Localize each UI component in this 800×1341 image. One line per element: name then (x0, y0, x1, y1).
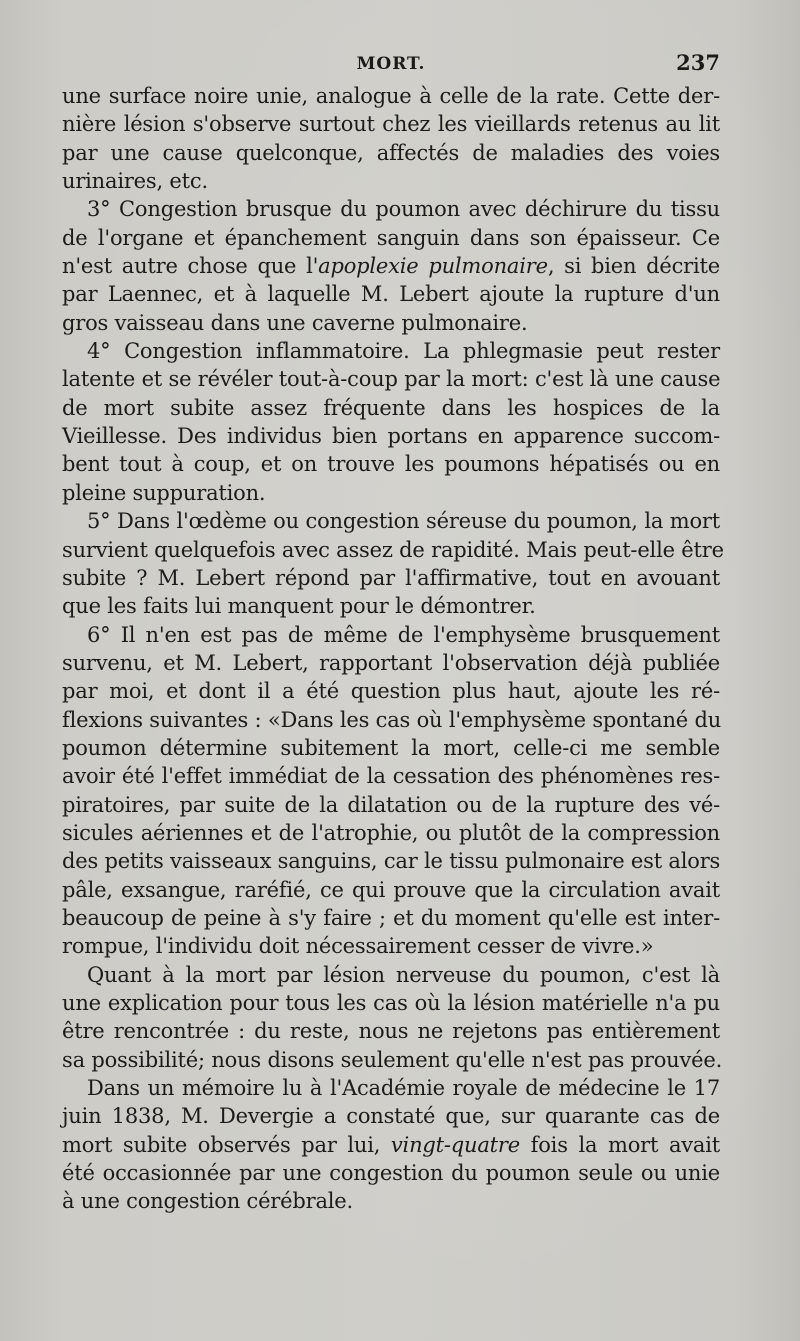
text-line: Dans un mémoire lu à l'Académie royale de médecine le 17 (87, 1076, 720, 1101)
text-line: subite ? M. Lebert répond par l'affirmative, tout en avouant (62, 565, 720, 590)
text-line: Quant à la mort par lésion nerveuse du poumon, c'est là (87, 962, 720, 987)
text-line: mort subite observés par lui, vingt-quatre fois la mort avait (62, 1132, 720, 1157)
text-line: n'est autre chose que l'apoplexie pulmonaire, si bien décrite (62, 254, 720, 279)
emphasized-term: apoplexie pulmonaire (318, 254, 548, 279)
text-line: des petits vaisseaux sanguins, car le tissu pulmonaire est alors (62, 849, 721, 874)
text-line: par moi, et dont il a été question plus haut, ajoute les ré- (62, 679, 720, 704)
page-header (62, 50, 720, 78)
text-line: latente et se révéler tout-à-coup par la mort: c'est là une cause (62, 367, 721, 392)
text-line: 6° Il n'en est pas de même de l'emphysème brusquement (87, 622, 720, 647)
text-line: gros vaisseau dans une caverne pulmonaire. (62, 310, 528, 335)
text-line: par Laennec, et à laquelle M. Lebert ajoute la rupture d'un (62, 282, 720, 307)
text-line: urinaires, etc. (62, 169, 208, 194)
text-line: bent tout à coup, et on trouve les poumons hépatisés ou en (62, 452, 720, 477)
text-line: beaucoup de peine à s'y faire ; et du moment qu'elle est inter- (62, 905, 720, 930)
text-line: 3° Congestion brusque du poumon avec déchirure du tissu (87, 197, 720, 222)
text-line: pleine suppuration. (62, 480, 266, 505)
text-line: une surface noire unie, analogue à celle de la rate. Cette der- (62, 84, 720, 108)
text-line: survient quelquefois avec assez de rapidité. Mais peut-elle être (62, 537, 724, 562)
text-line: pâle, exsangue, raréfié, ce qui prouve que la circulation avait (62, 877, 720, 902)
text-line: nière lésion s'observe surtout chez les vieillards retenus au lit (62, 112, 720, 137)
text-line: 4° Congestion inflammatoire. La phlegmasie peut rester (87, 339, 720, 364)
text-line: être rencontrée : du reste, nous ne rejetons pas entièrement (62, 1019, 720, 1044)
page-number: 237 (676, 50, 720, 75)
text-line: par une cause quelconque, affectés de maladies des voies (62, 140, 720, 165)
text-line: survenu, et M. Lebert, rapportant l'observation déjà publiée (62, 650, 720, 675)
text-line: flexions suivantes : «Dans les cas où l'emphysème spontané du (62, 707, 722, 732)
running-head: MORT. (356, 54, 426, 74)
text-line: de mort subite assez fréquente dans les hospices de la (62, 395, 720, 420)
text-line: juin 1838, M. Devergie a constaté que, sur quarante cas de (62, 1104, 720, 1129)
text-line: sicules aériennes et de l'atrophie, ou plutôt de la compression (62, 820, 720, 845)
text-line: rompue, l'individu doit nécessairement cesser de vivre.» (62, 934, 654, 959)
emphasized-term: vingt-quatre (390, 1132, 520, 1157)
text-line: Vieillesse. Des individus bien portans en apparence succom- (62, 424, 720, 449)
text-line: à une congestion cérébrale. (62, 1189, 353, 1214)
text-line: que les faits lui manquent pour le démontrer. (62, 594, 536, 619)
text-line: avoir été l'effet immédiat de la cessation des phénomènes res- (62, 764, 720, 789)
text-line: poumon détermine subitement la mort, celle-ci me semble (62, 735, 720, 760)
text-line: piratoires, par suite de la dilatation ou de la rupture des vé- (62, 792, 720, 817)
text-line: de l'organe et épanchement sanguin dans son épaisseur. Ce (62, 225, 720, 250)
text-line: 5° Dans l'œdème ou congestion séreuse du poumon, la mort (87, 509, 720, 534)
text-line: sa possibilité; nous disons seulement qu'elle n'est pas prouvée. (62, 1047, 723, 1072)
body-text (62, 82, 724, 1216)
text-line: été occasionnée par une congestion du poumon seule ou unie (62, 1161, 720, 1186)
text-line: une explication pour tous les cas où la lésion matérielle n'a pu (62, 991, 720, 1015)
